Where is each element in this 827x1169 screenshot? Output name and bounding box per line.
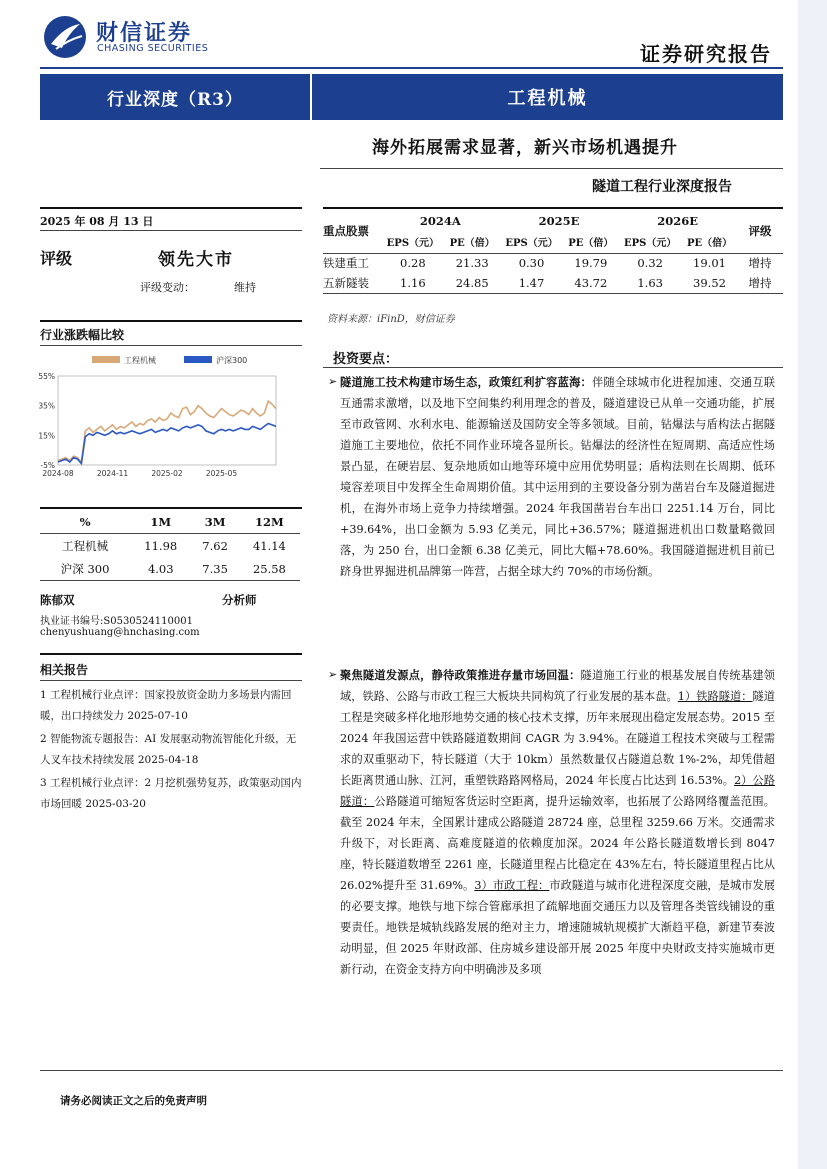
- eps-header: EPS（元）: [386, 238, 440, 250]
- cell: 21.33: [455, 256, 489, 271]
- subsection-label: 2）公路隧道：: [340, 774, 775, 808]
- rating-value: 领先大市: [158, 250, 234, 270]
- table-row: [323, 253, 783, 273]
- legend-swatch: [92, 356, 120, 363]
- x-tick-label: 2024-11: [96, 469, 129, 478]
- disclaimer-note: 请务必阅读正文之后的免责声明: [60, 1095, 207, 1107]
- pe-header: PE（倍）: [449, 238, 495, 250]
- y-tick-label: -5%: [40, 461, 55, 470]
- footer-rule: [40, 1070, 783, 1071]
- x-tick-label: 2025-05: [205, 469, 238, 478]
- investment-title: 投资要点：: [333, 352, 399, 367]
- key-stocks-table: [323, 210, 783, 294]
- x-tick-label: 2024-08: [42, 469, 74, 478]
- cell: 43.72: [574, 275, 608, 290]
- col-header: 3M: [204, 514, 226, 529]
- report-type: 证券研究报告: [640, 42, 772, 66]
- bullet-arrow-icon: ➢: [328, 375, 338, 388]
- cell: 0.28: [400, 256, 426, 271]
- cell: 25.58: [252, 561, 286, 576]
- plot-frame: [58, 376, 276, 465]
- eps-header: EPS（元）: [623, 238, 677, 250]
- report-subheadline: 隧道工程行业深度报告: [592, 179, 732, 195]
- related-title: 相关报告: [40, 663, 89, 677]
- performance-table: [40, 510, 300, 581]
- date-rule: [40, 230, 302, 231]
- related-title-rule: [40, 680, 302, 681]
- analyst-email[interactable]: chenyushuang@hnchasing.com: [40, 627, 200, 638]
- investment-rule: [323, 367, 783, 368]
- col-header: 1M: [150, 514, 172, 529]
- report-date: 2025 年 08 月 13 日: [40, 215, 154, 228]
- legend-swatch: [184, 356, 212, 363]
- related-top-rule: [40, 653, 302, 655]
- y-tick-label: 55%: [38, 372, 55, 381]
- legend-label: 工程机械: [124, 356, 156, 365]
- col-header: %: [79, 514, 91, 529]
- table-row: [40, 534, 300, 558]
- col-header: 12M: [255, 514, 284, 529]
- paragraph-text: 伴随全球城市化进程加速、交通互联互通需求激增，以及地下空间集约利用理念的普及，隧道建设已从单一交通功能，扩展至市政管网、水利水电、能源输送及国防安全等多领域。目前，钻爆法与盾构法占据隧道施工主要地位，依托不同作业环境各显所长。钻爆法的经济性在短周期、高适应性场景凸显，在硬岩层、复杂地质如山地等环境中应用优势明显；盾构法则在长周期、低环境容差项目中发挥全生命周期价值。其中运用到的主要设备分别为凿岩台车及隧道掘进机，在海外市场上竞争力持续增强。2024 年我国凿岩台车出口 2251.14 万台，同比+39.64%，出口金额为 5.93 亿美元，同比+36.57%；隧道掘进机出口数量略微回落，为 250 台，出口金额 6.38 亿美元，同比大幅+78.60%。我国隧道掘进机目前已跻身世界掘进机品牌第一阵营，占据全球大约 70%的市场份额。: [340, 376, 775, 578]
- eps-header: EPS（元）: [505, 238, 558, 250]
- cell: 增持: [748, 256, 772, 271]
- table-source: 资料来源：iFinD，财信证券: [327, 314, 455, 325]
- cell: 19.01: [693, 256, 726, 271]
- cell: 1.63: [637, 275, 663, 290]
- cell: 7.62: [202, 538, 228, 553]
- bullet-arrow-icon: ➢: [328, 668, 338, 681]
- paragraph-text: 隧道施工行业的根基发展自传统基建领域，铁路、公路与市政工程三大板块共同构筑了行业发展的基本盘。: [340, 669, 775, 703]
- rating-change-label: 评级变动：: [140, 281, 195, 294]
- related-report-link[interactable]: 1 工程机械行业点评：国家投放资金助力多场景内需回暖，出口持续发力 2025-07-10: [40, 689, 292, 722]
- table-header-row: [40, 510, 300, 534]
- pe-header: PE（倍）: [686, 238, 733, 250]
- logo-text: 财信证券: [96, 21, 193, 46]
- chart-top-rule: [40, 320, 302, 322]
- report-headline: 海外拓展需求显著，新兴市场机遇提升: [372, 138, 678, 158]
- subsection-label: 1）铁路隧道：: [677, 690, 753, 703]
- analyst-title: 分析师: [222, 593, 257, 607]
- related-report-link[interactable]: 2 智能物流专题报告：AI 发展驱动物流智能化升级，无人叉车技术持续发展 2025-04-18: [40, 733, 297, 766]
- right-margin-strip: [798, 0, 827, 1169]
- subsection-label: 3）市政工程：: [474, 879, 550, 892]
- paragraph-text: 隧道工程是突破多样化地形地势交通的核心技术支撑，历年来展现出稳定发展态势。2015 至 2024 年我国运营中铁路隧道数期间 CAGR 为 3.94%。在隧道工程技术突破与工程需求的双重驱动下，特长隧道（大于 10km）虽然数量仅占隧道总数 1%-2%，却凭借超长距离贯通山脉、江河，重塑铁路路网格局，2024 年长度占比达到 16.53%。: [340, 690, 775, 787]
- cell: 19.79: [574, 256, 608, 271]
- y-tick-label: 15%: [38, 431, 55, 441]
- analyst-license: 执业证书编号:S0530524110001: [40, 616, 193, 627]
- performance-chart-svg: [32, 350, 300, 485]
- stock-col-header: 重点股票: [323, 224, 369, 239]
- stock-name: 五新隧装: [323, 275, 369, 290]
- perf-table-top-rule: [40, 507, 302, 509]
- logo-subtext: CHASING SECURITIES: [97, 43, 209, 54]
- chart-title: 行业涨跌幅比较: [40, 328, 125, 342]
- cell: 0.30: [518, 256, 545, 271]
- rating-top-rule: [40, 207, 302, 209]
- paragraph-lead: 隧道施工技术构建市场生态，政策红利扩容蓝海：: [340, 375, 592, 389]
- rating-label: 评级: [40, 249, 73, 268]
- legend-label: 沪深300: [216, 356, 248, 365]
- y-tick-label: 35%: [38, 401, 55, 411]
- rating-change-value: 维持: [234, 281, 256, 294]
- header-rule: [40, 67, 783, 69]
- analyst-name: 陈郁双: [40, 593, 75, 607]
- cell: 1.16: [400, 275, 426, 290]
- related-report-link[interactable]: 3 工程机械行业点评：2 月挖机强势复苏，政策驱动国内市场回暖 2025-03-20: [40, 777, 302, 810]
- cell: 24.85: [455, 275, 489, 290]
- cell: 增持: [748, 275, 772, 290]
- cell: 4.03: [147, 561, 174, 576]
- cell: 11.98: [144, 538, 178, 553]
- cell: 工程机械: [62, 538, 109, 553]
- performance-chart: [32, 350, 300, 485]
- cell: 1.47: [518, 275, 545, 290]
- paragraph-lead: 聚焦隧道发源点，静待政策推进存量市场回温：: [340, 668, 581, 682]
- cell: 41.14: [252, 538, 286, 553]
- paragraph-text: 市政隧道与城市化进程深度交融，是城市发展的必要支撑。地铁与地下综合管廊承担了疏解地面交通压力以及管理各类管线铺设的重要责任。地铁是城轨线路发展的绝对主力，增速随城轨规模扩大渐趋平稳，新建节奏波动明显，但 2025 年财政部、住房城乡建设部开展 2025 年度中央财政支持实施城市更新行动，在资金支持方向中明确涉及多项: [340, 879, 775, 976]
- cell: 0.32: [637, 256, 663, 271]
- year-header: 2024A: [419, 213, 461, 228]
- investment-paragraph-2: [340, 665, 775, 980]
- cell: 沪深 300: [60, 561, 110, 576]
- x-tick-label: 2025-02: [151, 469, 183, 478]
- chart-title-rule: [40, 345, 302, 346]
- pe-header: PE（倍）: [568, 238, 614, 250]
- stock-name: 铁建重工: [323, 256, 369, 271]
- report-category-band: 行业深度（R3）: [40, 74, 310, 120]
- cell: 7.35: [202, 561, 228, 576]
- cell: 39.52: [693, 275, 726, 290]
- headline-rule: [320, 168, 783, 169]
- stock-table-top-rule: [323, 207, 783, 209]
- investment-paragraph-1: [340, 372, 775, 582]
- industry-band: 工程机械: [312, 74, 783, 120]
- paragraph-text: 公路隧道可缩短客货运时空距离，提升运输效率，也拓展了公路网络覆盖范围。截至 2024 年末，全国累计建成公路隧道 28724 座，总里程 3259.66 万米。交通需求升级下，对长距离、高难度隧道的依赖度加深。2024 年公路长隧道数增长到 8047 座，特长隧道数增至 2261 座，长隧道里程占比稳定在 43%左右，特长隧道里程占比从 26.02%提升至 31.69%。: [340, 795, 775, 892]
- rating-col-header: 评级: [748, 224, 772, 239]
- logo-mark: [42, 14, 88, 60]
- table-row: [40, 557, 300, 581]
- year-header: 2026E: [657, 213, 699, 228]
- year-header: 2025E: [538, 213, 580, 228]
- table-row: [323, 273, 783, 293]
